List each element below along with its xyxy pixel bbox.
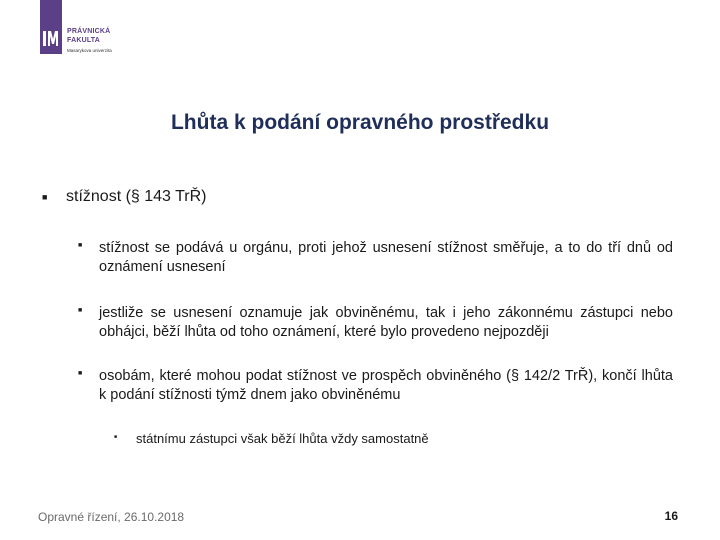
faculty-logo — [40, 0, 160, 62]
sub-sub-bullet-text: státnímu zástupci však běží lhůta vždy samostatně — [136, 431, 429, 446]
square-bullet-icon: ■ — [78, 370, 83, 377]
sub-bullet-text: stížnost se podává u orgánu, proti jehož usnesení stížnost směřuje, a to do tří dnů od oznámení usnesení — [99, 240, 673, 275]
sub-bullet-text: osobám, které mohou podat stížnost ve prospěch obviněného (§ 142/2 TrŘ), končí lhůta k podání stížnosti týmž dnem jako obviněnému — [99, 368, 673, 403]
logo-text-pravnicka: PRÁVNICKÁ — [67, 28, 111, 35]
square-bullet-icon: ■ — [114, 434, 118, 440]
slide-title: Lhůta k podání opravného prostředku — [170, 111, 550, 134]
footer-text: Opravné řízení, 26.10.2018 — [38, 510, 185, 524]
university-emblem-icon — [40, 0, 62, 54]
sub-bullet-text: jestliže se usnesení oznamuje jak obviněnému, tak i jeho zákonnému zástupci nebo obhájci, běží lhůta od toho oznámení, které bylo provedeno nejpozději — [99, 305, 673, 340]
square-bullet-icon: ■ — [42, 192, 48, 202]
main-bullet-text: stížnost (§ 143 TrŘ) — [66, 188, 207, 205]
logo-text-university: Masarykova univerzita — [67, 48, 112, 53]
square-bullet-icon: ■ — [78, 242, 83, 249]
square-bullet-icon: ■ — [78, 307, 83, 314]
page-number: 16 — [664, 509, 678, 523]
logo-text-fakulta: FAKULTA — [67, 37, 101, 44]
